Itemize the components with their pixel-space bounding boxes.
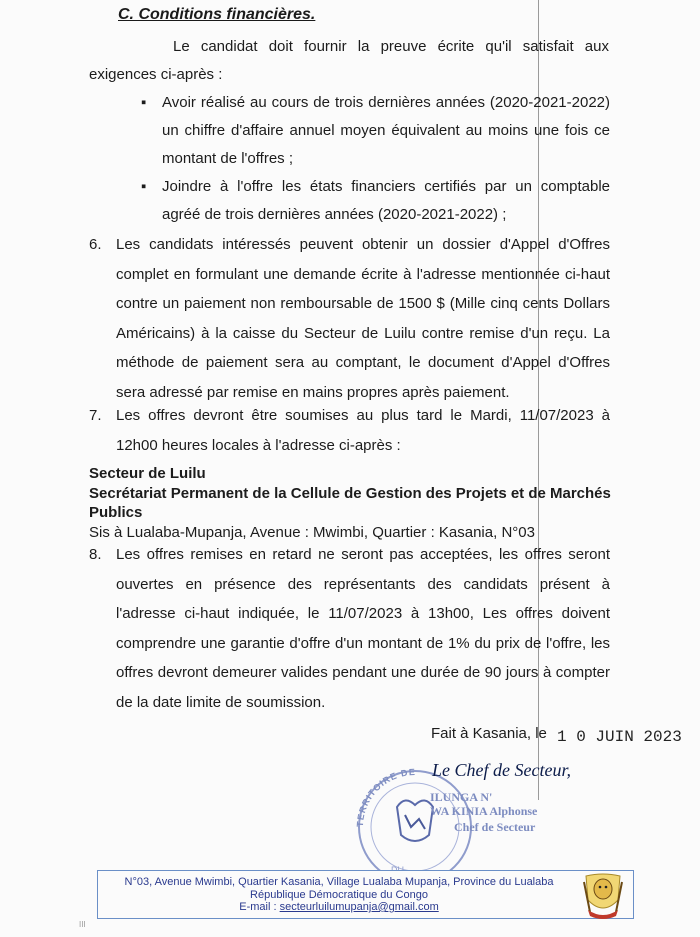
footer-email-label: E-mail :	[239, 901, 277, 913]
list-item	[141, 89, 610, 173]
list-item	[141, 173, 610, 229]
bullet-icon: ▪	[141, 178, 147, 195]
address-location: Sis à Lualaba-Mupanja, Avenue : Mwimbi, Quartier : Kasania, N°03	[89, 524, 535, 541]
signature-title: Le Chef de Secteur,	[432, 760, 571, 780]
bullet-text: Joindre à l'offre les états financiers certifiés par un comptable agréé de trois dernières années (2020-2021-2022) ;	[162, 178, 610, 223]
footer-email-line	[98, 901, 580, 914]
coat-of-arms-icon	[580, 872, 626, 920]
item-text: Les offres devront être soumises au plus tard le Mardi, 11/07/2023 à 12h00 heures locales à l'adresse ci-après :	[116, 407, 610, 454]
intro-paragraph: Le candidat doit fournir la preuve écrite qu'il satisfait aux exigences ci-après :	[89, 38, 609, 83]
date-stamp: 1 0 JUIN 2023	[557, 728, 682, 746]
footer-country: République Démocratique du Congo	[250, 888, 428, 901]
bullet-icon: ▪	[141, 94, 147, 111]
item-text: Les candidats intéressés peuvent obtenir un dossier d'Appel d'Offres complet en formulant une demande écrite à l'adresse mentionnée ci-haut contre un paiement non remboursable de 1500 $ (Mille cinq cents Dollars Américains) à la caisse du Secteur de Luilu contre remise d'un reçu. La méthode de paiement sera au comptant, le document d'Appel d'Offres sera adressé par remise en mains propres après paiement.	[116, 236, 610, 401]
seal-title: Chef de Secteur	[454, 820, 536, 834]
place-date-label: Fait à Kasania, le	[431, 725, 547, 742]
address-title: Secteur de Luilu	[89, 465, 206, 482]
footer-box	[97, 870, 634, 919]
item-text: Les offres remises en retard ne seront pas acceptées, les offres seront ouvertes en présence des représentants des candidats présent à l'adresse ci-haut indiquée, le 11/07/2023 à 13h00, Les offres doivent comprendre une garantie d'offre d'un montant de 1% du prix de l'offre, les offres devront demeurer valides pendant une durée de 90 jours à compter de la date limite de soumission.	[116, 546, 610, 711]
footer-address: N°03, Avenue Mwimbi, Quartier Kasania, Village Lualaba Mupanja, Province du Lualaba	[124, 876, 554, 888]
list-item	[89, 540, 610, 717]
bullet-text: Avoir réalisé au cours de trois dernières années (2020-2021-2022) un chiffre d'affaire annuel moyen équivalent au moins une fois ce montant de l'offres ;	[162, 94, 610, 167]
seal-name-block	[430, 790, 590, 818]
list-item	[89, 401, 610, 460]
list-item	[89, 230, 610, 407]
seal-ring-text: TERRITOIRE DE	[354, 766, 417, 828]
item-number: 8.	[89, 546, 102, 563]
address-department: Secrétariat Permanent de la Cellule de Gestion des Projets et de Marchés Publics	[89, 485, 611, 521]
item-number: 7.	[89, 407, 102, 424]
footer-email[interactable]: secteurluilumupanja@gmail.com	[279, 901, 439, 913]
seal-name-line2: WA KINIA Alphonse	[430, 804, 538, 818]
footer-text	[98, 876, 580, 914]
section-title: C. Conditions financières.	[118, 6, 316, 23]
item-number: 6.	[89, 236, 102, 253]
seal-name-line1: ILUNGA N'	[430, 790, 493, 804]
page-marker: III	[79, 920, 86, 929]
